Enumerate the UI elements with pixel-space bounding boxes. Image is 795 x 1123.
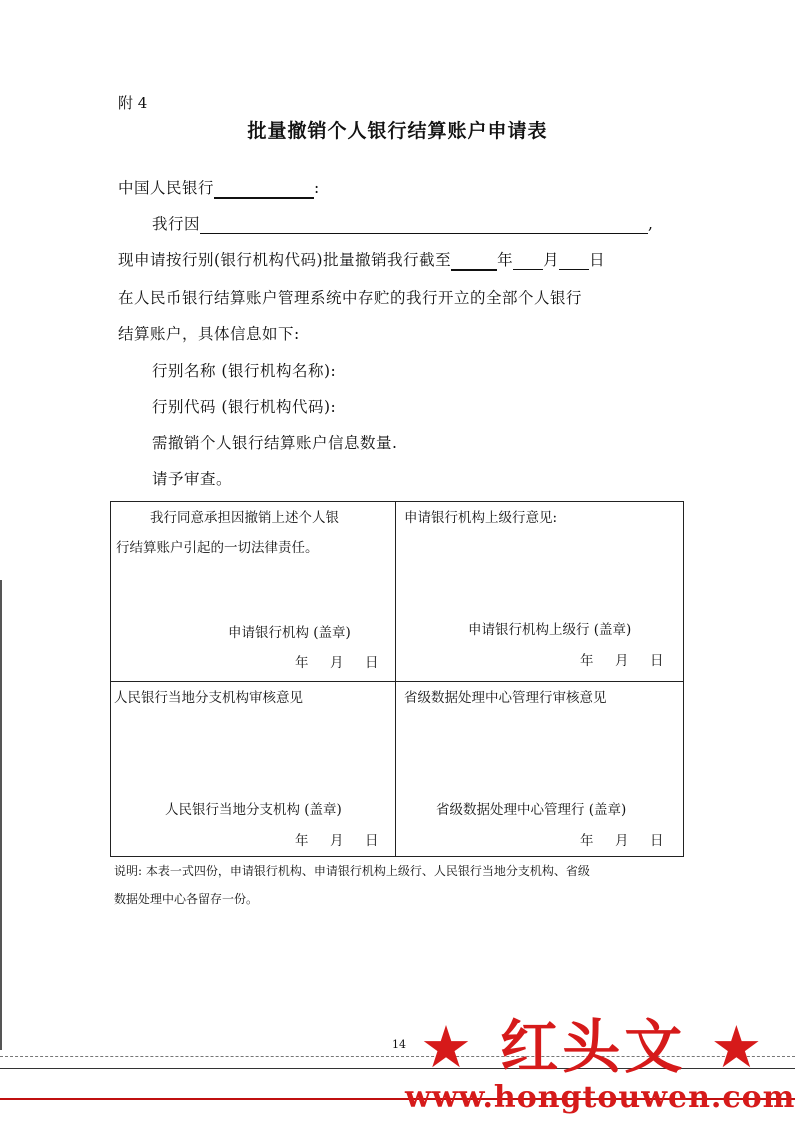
body-line-4: 结算账户，具体信息如下: <box>118 325 300 343</box>
day-label: 日 <box>589 251 606 269</box>
reason-blank[interactable] <box>200 215 648 234</box>
cell4-sign: 省级数据处理中心管理行 (盖章) <box>436 802 627 818</box>
field-account-count: 需撤销个人银行结算账户信息数量. <box>152 434 398 452</box>
addressee-colon: : <box>314 179 320 197</box>
cutoff-date-line <box>118 248 605 271</box>
scan-edge <box>0 580 2 1050</box>
cell1-sign: 申请银行机构 (盖章) <box>228 625 351 641</box>
watermark-url[interactable]: www.hongtouwen.com <box>405 1080 795 1115</box>
month-label: 月 <box>543 251 560 269</box>
cell1-text-line2: 行结算账户引起的一切法律责任。 <box>116 540 319 556</box>
cell3-sign: 人民银行当地分支机构 (盖章) <box>165 802 342 818</box>
table-divider-horizontal <box>110 681 684 682</box>
cell2-date: 年 月 日 <box>580 653 664 669</box>
closing-text: 请予审查。 <box>152 470 233 488</box>
cell2-text: 申请银行机构上级行意见: <box>404 510 558 526</box>
reason-line <box>152 212 653 234</box>
cell2-sign: 申请银行机构上级行 (盖章) <box>468 622 632 638</box>
note-line-1: 说明: 本表一式四份，申请银行机构、申请银行机构上级行、人民银行当地分支机构、省级 <box>114 864 590 878</box>
addressee: 中国人民银行 <box>118 179 215 197</box>
day-blank[interactable] <box>559 251 589 270</box>
cell1-text-line1: 我行同意承担因撤销上述个人银 <box>150 510 339 526</box>
month-blank[interactable] <box>513 251 543 270</box>
cell4-text: 省级数据处理中心管理行审核意见 <box>404 690 607 706</box>
note-line-2: 数据处理中心各留存一份。 <box>114 892 259 906</box>
annex-label: 附 4 <box>118 94 148 112</box>
cell3-date: 年 月 日 <box>295 833 379 849</box>
cell4-date: 年 月 日 <box>580 833 664 849</box>
reason-label: 我行因 <box>152 215 201 233</box>
year-blank[interactable] <box>451 251 497 271</box>
year-label: 年 <box>497 251 514 269</box>
field-bank-name: 行别名称 (银行机构名称): <box>152 362 337 380</box>
page-number: 14 <box>392 1038 406 1051</box>
addressee-line <box>118 176 320 199</box>
table-divider-vertical <box>395 501 396 857</box>
field-bank-code: 行别代码 (银行机构代码): <box>152 398 337 416</box>
branch-blank[interactable] <box>214 179 314 199</box>
body-line-3: 在人民币银行结算账户管理系统中存贮的我行开立的全部个人银行 <box>118 289 583 307</box>
watermark-logo: ★ 红头文 ★ <box>420 1013 767 1081</box>
request-text: 现申请按行别(银行机构代码)批量撤销我行截至 <box>118 251 452 269</box>
reason-comma: , <box>648 215 654 233</box>
cell3-text: 人民银行当地分支机构审核意见 <box>114 690 303 706</box>
cell1-date: 年 月 日 <box>295 655 379 671</box>
form-title: 批量撤销个人银行结算账户申请表 <box>247 120 548 142</box>
